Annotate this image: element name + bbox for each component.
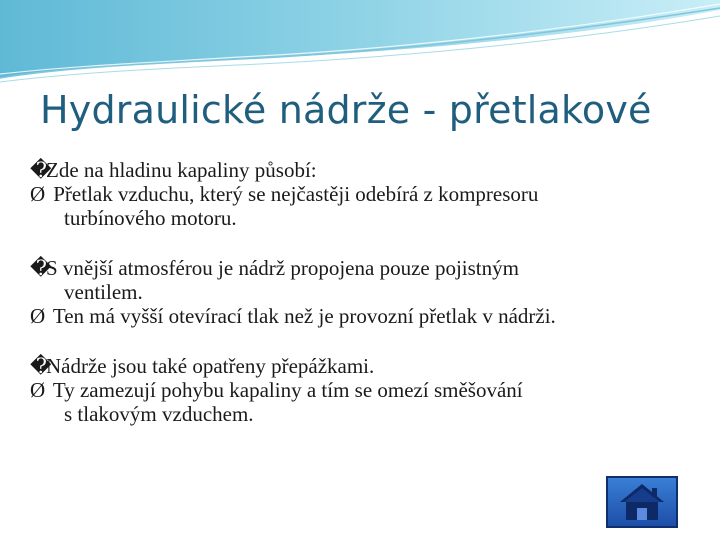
bullet-marker-icon: �: [30, 256, 52, 280]
sub-bullet-2: Ø Ten má vyšší otevírací tlak než je provozní přetlak v nádrži.: [30, 304, 556, 328]
header-wave-decoration: [0, 0, 720, 90]
sub-bullet-3: Ø Ty zamezují pohybu kapaliny a tím se omezí směšování: [30, 378, 523, 402]
bullet-lead-1: �Zde na hladinu kapaliny působí:: [30, 158, 317, 182]
bullet-item-1: [30, 158, 700, 230]
bullet-lead-3: �Nádrže jsou také opatřeny přepážkami.: [30, 354, 375, 378]
sub-bullet-1: Ø Přetlak vzduchu, který se nejčastěji odebírá z kompresoru: [30, 182, 539, 206]
bullet-item-2: [30, 256, 700, 328]
home-icon: [608, 478, 676, 526]
arrow-bullet-icon: Ø: [30, 304, 46, 328]
arrow-bullet-icon: Ø: [30, 182, 46, 206]
bullet-marker-icon: �: [30, 158, 52, 182]
arrow-bullet-icon: Ø: [30, 378, 46, 402]
bullet-marker-icon: �: [30, 354, 52, 378]
sub-bullet-1-cont: turbínového motoru.: [64, 206, 237, 230]
sub-bullet-3-cont: s tlakovým vzduchem.: [64, 402, 254, 426]
slide-title: Hydraulické nádrže - přetlakové: [40, 88, 652, 132]
bullet-item-3: [30, 354, 700, 426]
bullet-lead-2-cont: ventilem.: [64, 280, 143, 304]
slide-body: [30, 158, 700, 426]
bullet-lead-2: �S vnější atmosférou je nádrž propojena pouze pojistným: [30, 256, 519, 280]
home-button[interactable]: [606, 476, 678, 528]
